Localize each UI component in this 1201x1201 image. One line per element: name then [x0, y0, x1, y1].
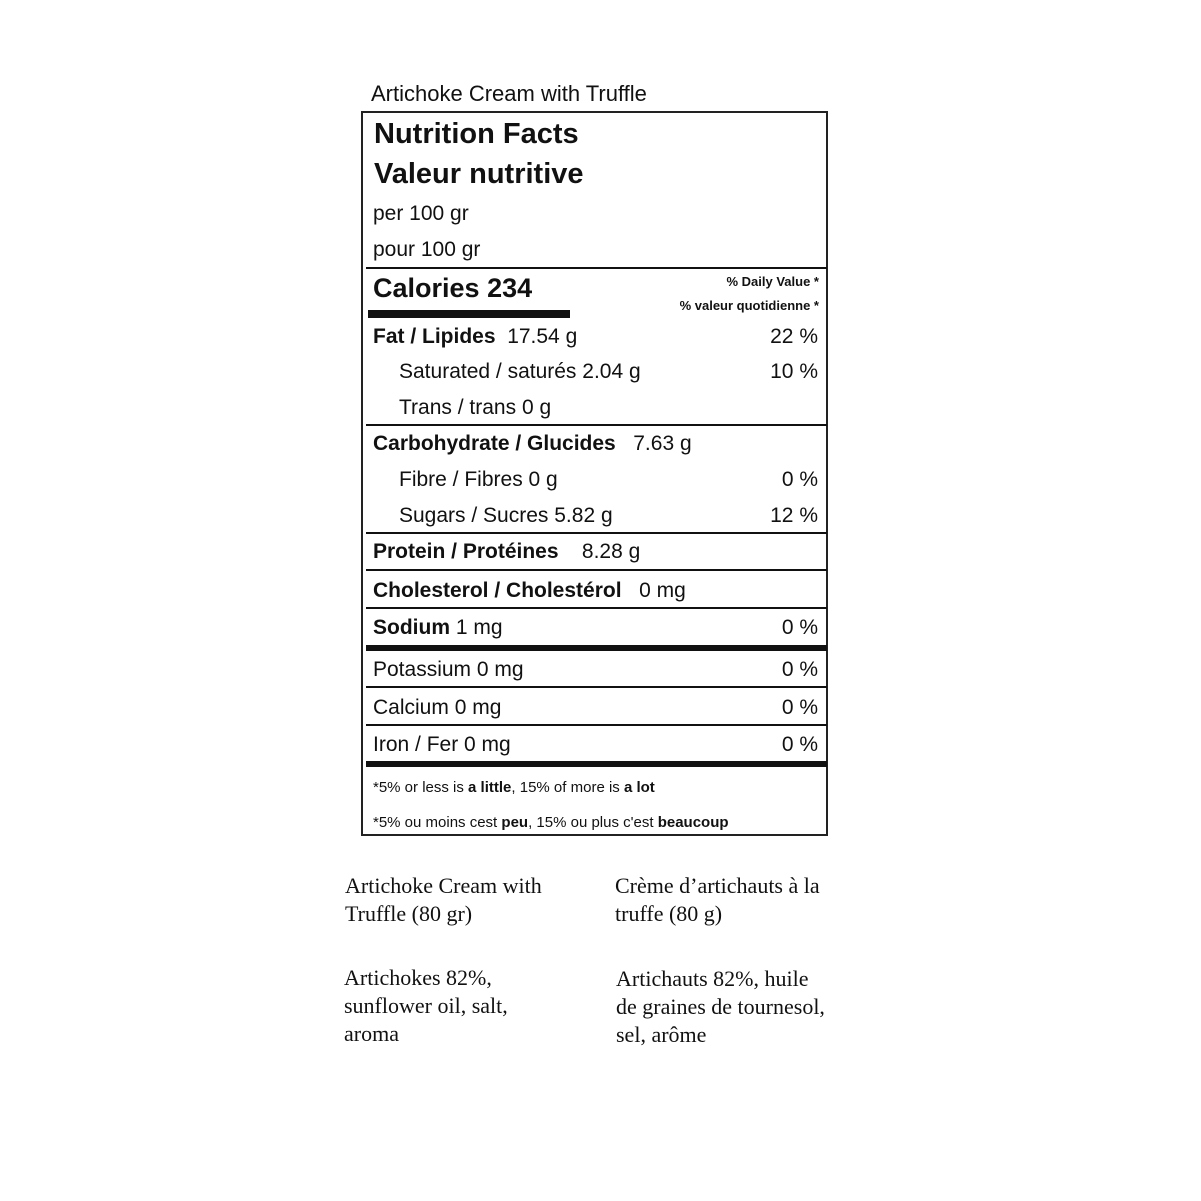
thick-divider [366, 645, 827, 651]
title-en: Nutrition Facts [374, 118, 579, 150]
footnote-fr [373, 814, 729, 832]
row-potassium [373, 657, 524, 683]
footnote-en [373, 779, 655, 797]
serving-en: per 100 gr [373, 202, 469, 225]
nutrient-name: Fibre / Fibres [399, 468, 523, 491]
title-fr: Valeur nutritive [374, 158, 584, 190]
nutrient-value: 5.82 g [554, 504, 613, 527]
divider [366, 686, 827, 688]
nutrient-name: Sugars / Sucres [399, 504, 549, 527]
nutrient-name: Saturated / saturés [399, 360, 577, 383]
ingredients-fr [616, 965, 825, 1049]
divider [366, 724, 827, 726]
calories-value: 234 [487, 273, 533, 303]
divider [366, 532, 827, 534]
footnote-emph: a little [468, 779, 512, 796]
divider [366, 569, 827, 571]
footnote-text: , 15% ou plus c'est [528, 814, 658, 831]
text-line: sunflower oil, salt, [344, 993, 508, 1018]
pct-sodium: 0 % [781, 616, 818, 639]
serving-fr: pour 100 gr [373, 238, 481, 261]
row-fat [373, 324, 577, 350]
nutrient-value: 0 g [528, 468, 558, 491]
text-line: aroma [344, 1021, 399, 1046]
footnote-emph: beaucoup [657, 814, 729, 831]
nutrition-facts-panel [361, 111, 828, 836]
pct-fat: 22 % [770, 325, 818, 348]
row-carbohydrate [373, 431, 692, 457]
pct-potassium: 0 % [781, 658, 818, 681]
pct-fibre: 0 % [781, 468, 818, 491]
nutrient-name: Carbohydrate / Glucides [373, 432, 616, 455]
nutrient-name: Fat / Lipides [373, 325, 496, 348]
row-saturated [399, 359, 641, 385]
nutrient-name: Iron / Fer [373, 733, 459, 756]
nutrient-value: 0 mg [476, 658, 524, 681]
nutrient-value: 17.54 g [507, 325, 578, 348]
daily-value-header-fr: % valeur quotidienne * [679, 298, 819, 313]
nutrient-name: Protein / Protéines [373, 540, 559, 563]
nutrient-value: 0 mg [464, 733, 511, 756]
footnote-emph: peu [501, 814, 529, 831]
pct-sugars: 12 % [770, 504, 818, 527]
row-sugars [399, 503, 613, 529]
text-line: Artichoke Cream with [345, 873, 542, 898]
nutrient-value: 7.63 g [633, 432, 692, 455]
product-name-en [345, 872, 542, 928]
nutrient-value: 0 g [521, 396, 552, 419]
text-line: truffe (80 g) [615, 901, 723, 926]
nutrient-value: 0 mg [454, 696, 502, 719]
footnote-text: *5% ou moins cest [373, 814, 502, 831]
nutrient-value: 1 mg [455, 616, 503, 639]
divider [366, 267, 827, 269]
nutrient-name: Calcium [373, 696, 449, 719]
footnote-emph: a lot [623, 779, 655, 796]
row-sodium [373, 615, 503, 641]
product-name: Artichoke Cream with Truffle [371, 81, 647, 106]
text-line: sel, arôme [616, 1022, 707, 1047]
thick-divider [366, 761, 827, 767]
footnote-text: *5% or less is [373, 779, 469, 796]
row-iron [373, 732, 511, 758]
nutrient-name: Cholesterol / Cholestérol [373, 579, 622, 602]
nutrient-value: 0 mg [639, 579, 686, 602]
pct-iron: 0 % [781, 733, 818, 756]
nutrient-name: Trans / trans [399, 396, 517, 419]
text-line: Artichauts 82%, huile [616, 966, 809, 991]
product-name-fr [615, 872, 820, 928]
calories-bar [368, 310, 570, 318]
text-line: de graines de tournesol, [616, 994, 825, 1019]
row-calcium [373, 695, 501, 721]
text-line: Crème d’artichauts à la [615, 873, 820, 898]
footnote-text: , 15% of more is [511, 779, 624, 796]
pct-calcium: 0 % [781, 696, 818, 719]
nutrient-name: Potassium [373, 658, 472, 681]
daily-value-header-en: % Daily Value * [726, 274, 819, 289]
calories-label: Calories [373, 273, 480, 303]
divider [366, 607, 827, 609]
nutrient-value: 8.28 g [581, 540, 641, 563]
ingredients-en [344, 964, 508, 1048]
row-cholesterol [373, 578, 686, 604]
pct-saturated: 10 % [770, 360, 818, 383]
row-fibre [399, 467, 558, 493]
row-protein [373, 539, 640, 565]
nutrient-name: Sodium [373, 616, 450, 639]
divider [366, 424, 827, 426]
calories-line [373, 272, 532, 304]
row-trans [399, 395, 551, 421]
nutrient-value: 2.04 g [582, 360, 641, 383]
text-line: Truffle (80 gr) [345, 901, 473, 926]
text-line: Artichokes 82%, [344, 965, 492, 990]
